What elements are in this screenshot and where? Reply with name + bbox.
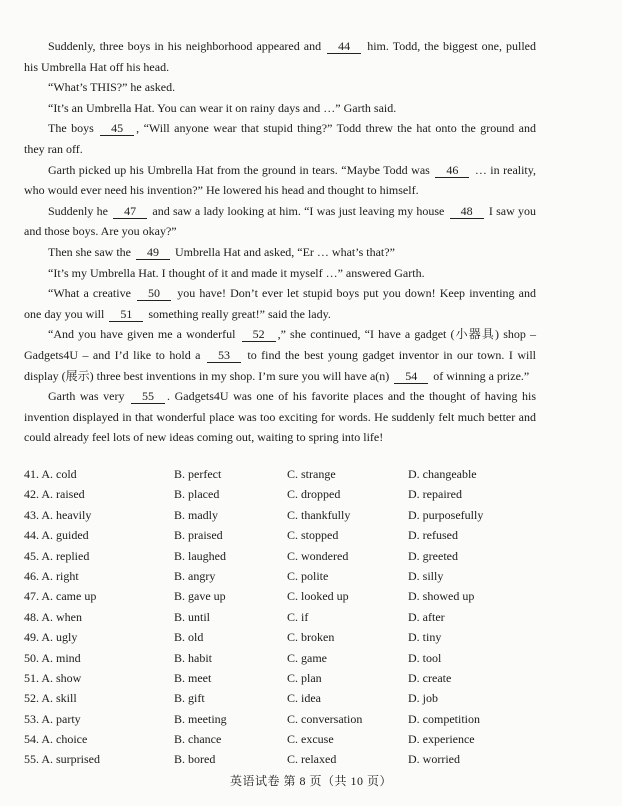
option-a: 55. A. surprised: [24, 752, 100, 767]
passage-text: Suddenly, three boys in his neighborhood appeared and: [48, 39, 326, 53]
option-c: C. game: [287, 650, 327, 665]
blank-52: 52: [242, 327, 276, 342]
option-d: D. tiny: [408, 630, 442, 645]
option-a: 48. A. when: [24, 609, 82, 624]
paragraph: [24, 324, 536, 386]
question-row: [24, 668, 544, 688]
passage-text: … in reality, who would ever need his invention?” He lowered his head and thought to himself.: [24, 162, 536, 198]
option-c: C. conversation: [287, 711, 363, 726]
option-c: C. thankfully: [287, 507, 351, 522]
passage-text: you have! Don’t ever let stupid boys put you down! Keep inventing and one day you will: [24, 286, 536, 321]
question-row: [24, 566, 544, 586]
blank-54: 54: [394, 369, 428, 384]
passage-text: “It’s my Umbrella Hat. I thought of it and made it myself …” answered Garth.: [48, 265, 425, 280]
passage-text: I saw you and those boys. Are you okay?”: [24, 203, 536, 239]
option-d: D. job: [408, 691, 438, 706]
passage-text: of winning a prize.”: [430, 368, 530, 383]
option-c: C. wondered: [287, 548, 349, 563]
option-a: 41. A. cold: [24, 467, 77, 481]
option-d: D. repaired: [408, 487, 462, 502]
option-d: D. changeable: [408, 467, 477, 481]
option-c: C. polite: [287, 568, 329, 583]
question-row: [24, 546, 544, 566]
paragraph: [24, 77, 536, 98]
option-a: 49. A. ugly: [24, 630, 78, 645]
option-b: B. perfect: [174, 467, 222, 481]
passage-text: Umbrella Hat and asked, “Er … what’s that?”: [171, 244, 395, 259]
option-d: D. silly: [408, 568, 444, 583]
blank-51: 51: [109, 307, 143, 322]
blank-49: 49: [136, 245, 170, 260]
option-c: C. idea: [287, 691, 321, 706]
option-b: B. gave up: [174, 589, 226, 604]
passage-text: The boys: [48, 121, 99, 136]
passage-text: and saw a lady looking at him. “I was just leaving my house: [149, 203, 448, 218]
option-d: D. experience: [408, 732, 475, 747]
paragraph: [24, 118, 536, 159]
option-d: D. greeted: [408, 548, 458, 563]
option-d: D. refused: [408, 528, 458, 543]
blank-53: 53: [207, 348, 241, 363]
blank-50: 50: [137, 286, 171, 301]
question-row: [24, 749, 544, 769]
option-d: D. create: [408, 670, 452, 685]
passage-text: him. Todd, the biggest one, pulled his Umbrella Hat off his head.: [24, 39, 537, 74]
option-a: 52. A. skill: [24, 691, 77, 706]
page-footer: 英语试卷 第 8 页（共 10 页）: [229, 774, 392, 788]
option-a: 50. A. mind: [24, 650, 81, 665]
option-a: 53. A. party: [24, 711, 81, 726]
question-row: [24, 586, 544, 606]
option-b: B. placed: [174, 487, 220, 502]
question-row: [24, 648, 544, 668]
option-b: B. until: [174, 609, 211, 624]
blank-47: 47: [113, 204, 147, 219]
option-b: B. meeting: [174, 711, 227, 726]
passage-text: Then she saw the: [48, 244, 134, 259]
option-c: C. stopped: [287, 528, 339, 543]
question-row: [24, 688, 544, 708]
option-b: B. praised: [174, 528, 223, 543]
option-c: C. excuse: [287, 732, 334, 747]
option-d: D. after: [408, 609, 445, 624]
passage-text: Garth was very: [48, 389, 130, 404]
blank-44: 44: [327, 39, 361, 54]
option-d: D. worried: [408, 752, 460, 767]
option-b: B. chance: [174, 732, 222, 747]
option-b: B. old: [174, 630, 204, 645]
passage-text: Suddenly he: [48, 203, 112, 218]
passage-text: “What a creative: [48, 286, 136, 301]
question-row: [24, 505, 544, 525]
blank-55: 55: [131, 389, 165, 404]
option-d: D. tool: [408, 650, 442, 665]
option-b: B. laughed: [174, 548, 226, 563]
blank-46: 46: [435, 163, 469, 178]
passage-text: to find the best young gadget inventor in our town. I will display (展示) three best inventions in my shop. I’m sure you will have a(n): [24, 347, 537, 383]
question-row: [24, 709, 544, 729]
option-a: 42. A. raised: [24, 487, 85, 502]
option-d: D. showed up: [408, 589, 475, 604]
paragraph: [24, 386, 536, 448]
option-d: D. competition: [408, 711, 480, 726]
option-c: C. plan: [287, 670, 322, 685]
passage-text: Garth picked up his Umbrella Hat from the ground in tears. “Maybe Todd was: [48, 162, 434, 177]
paragraph: [24, 242, 536, 263]
question-row: [24, 627, 544, 647]
question-row: [24, 729, 544, 749]
option-a: 43. A. heavily: [24, 507, 92, 522]
option-a: 51. A. show: [24, 670, 82, 685]
option-b: B. madly: [174, 507, 218, 522]
option-c: C. if: [287, 609, 309, 624]
answer-options: [24, 464, 544, 770]
option-c: C. relaxed: [287, 752, 337, 767]
option-b: B. habit: [174, 650, 212, 665]
blank-48: 48: [450, 204, 484, 219]
passage-text: “It’s an Umbrella Hat. You can wear it on rainy days and …” Garth said.: [48, 100, 397, 115]
paragraph: [24, 160, 536, 201]
question-row: [24, 464, 544, 484]
option-a: 45. A. replied: [24, 548, 90, 563]
option-b: B. angry: [174, 568, 216, 583]
option-d: D. purposefully: [408, 507, 484, 522]
paragraph: [24, 263, 536, 284]
passage-text: . Gadgets4U was one of his favorite places and the thought of having his invention displayed in that wonderful place was too exciting for words. He suddenly felt much better and could already feel lots of new ideas coming out, waiting to spring into life!: [24, 389, 536, 445]
option-b: B. bored: [174, 752, 216, 767]
paragraph: [24, 201, 536, 242]
option-a: 46. A. right: [24, 568, 79, 583]
question-row: [24, 484, 544, 504]
question-row: [24, 525, 544, 545]
question-row: [24, 607, 544, 627]
passage-text: “And you have given me a wonderful: [48, 327, 240, 342]
blank-45: 45: [100, 121, 134, 136]
option-c: C. dropped: [287, 487, 341, 502]
paragraph: [24, 36, 536, 77]
option-a: 44. A. guided: [24, 528, 89, 543]
option-c: C. broken: [287, 630, 335, 645]
option-a: 47. A. came up: [24, 589, 97, 604]
passage-text: something really great!” said the lady.: [145, 306, 331, 321]
option-b: B. gift: [174, 691, 205, 706]
passage-text: ,” she continued, “I have a gadget (小器具) shop – Gadgets4U – and I’d like to hold a: [24, 327, 537, 362]
option-c: C. strange: [287, 467, 336, 481]
paragraph: [24, 283, 536, 324]
paragraph: [24, 98, 536, 119]
passage-text: “What’s THIS?” he asked.: [48, 80, 176, 95]
passage-text: , “Will anyone wear that stupid thing?” Todd threw the hat onto the ground and they ran off.: [24, 121, 536, 156]
cloze-passage: [24, 36, 536, 448]
option-b: B. meet: [174, 670, 212, 685]
option-a: 54. A. choice: [24, 732, 88, 747]
option-c: C. looked up: [287, 589, 349, 604]
